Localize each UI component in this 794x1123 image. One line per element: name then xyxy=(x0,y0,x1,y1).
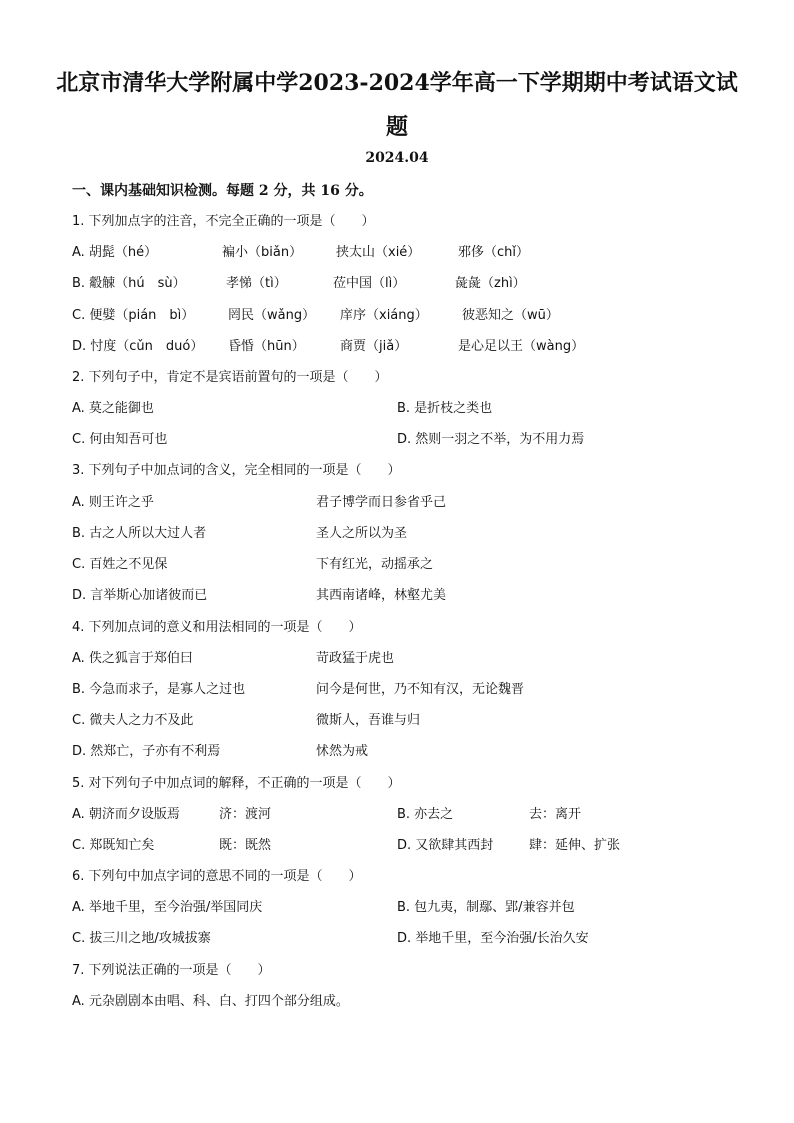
option-pair: 问今是何世，乃不知有汉，无论魏晋 xyxy=(316,682,525,697)
question-stem: 6. 下列句中加点字词的意思不同的一项是（ ） xyxy=(72,869,362,884)
option-c: C. 何由知吾可也 xyxy=(72,432,168,447)
option-d: D. 然则一羽之不举，为不用力焉 xyxy=(397,432,585,447)
option-a: A. 佚之狐言于郑伯曰 xyxy=(72,651,193,666)
exam-title-line1: 北京市清华大学附属中学2023-2024学年高一下学期期中考试语文试 xyxy=(56,70,738,96)
option-pair: 君子博学而日参省乎己 xyxy=(316,495,447,510)
option-d: D. 又欲肆其西封 xyxy=(397,838,494,853)
exam-title-line2: 题 xyxy=(385,114,408,140)
question-stem: 7. 下列说法正确的一项是（ ） xyxy=(72,963,271,978)
option-explanation: 肆：延伸、扩张 xyxy=(529,838,621,853)
question-stem: 2. 下列句子中，肯定不是宾语前置句的一项是（ ） xyxy=(72,370,388,385)
option-b: B. 今急而求子，是寡人之过也 xyxy=(72,682,246,697)
section-heading: 一、课内基础知识检测。每题 2 分，共 16 分。 xyxy=(72,183,373,199)
option-pair: 圣人之所以为圣 xyxy=(316,526,408,541)
option-item: 罔民（wǎng） xyxy=(228,308,316,323)
option-item: 庠序（xiáng） xyxy=(340,308,428,323)
option-d: D. 举地千里，至今治强/长治久安 xyxy=(397,931,589,946)
option-item: 是心足以王（wàng） xyxy=(458,339,585,354)
option-pair: 怵然为戒 xyxy=(316,744,369,759)
option-a: A. 则王许之乎 xyxy=(72,495,154,510)
option-b: B. 古之人所以大过人者 xyxy=(72,526,207,541)
option-a: A. 莫之能御也 xyxy=(72,401,154,416)
option-item: 昏惛（hūn） xyxy=(228,339,305,354)
option-b: B. 包九夷，制鄢、郢/兼容并包 xyxy=(397,900,575,915)
option-explanation: 既：既然 xyxy=(219,838,272,853)
option-b: B. 亦去之 xyxy=(397,807,454,822)
option-c: C. 郑既知亡矣 xyxy=(72,838,155,853)
option-c: C. 便嬖（pián bì） xyxy=(72,308,195,323)
question-stem: 3. 下列句子中加点词的含义，完全相同的一项是（ ） xyxy=(72,463,401,478)
option-d: D. 言举斯心加诸彼而已 xyxy=(72,588,208,603)
option-a: A. 胡髭（hé） xyxy=(72,245,158,260)
option-b: B. 觳觫（hú sù） xyxy=(72,276,186,291)
exam-date: 2024.04 xyxy=(365,150,429,166)
option-a: A. 朝济而夕设版焉 xyxy=(72,807,180,822)
option-pair: 下有红光，动摇承之 xyxy=(316,557,434,572)
option-c: C. 拔三川之地/攻城拔寨 xyxy=(72,931,211,946)
option-c: C. 微夫人之力不及此 xyxy=(72,713,194,728)
option-d: D. 然郑亡，子亦有不利焉 xyxy=(72,744,221,759)
option-item: 挟太山（xié） xyxy=(336,245,421,260)
question-stem: 5. 对下列句子中加点词的解释，不正确的一项是（ ） xyxy=(72,776,401,791)
option-c: C. 百姓之不见保 xyxy=(72,557,168,572)
option-d: D. 忖度（cǔn duó） xyxy=(72,339,204,354)
option-explanation: 济：渡河 xyxy=(219,807,272,822)
option-item: 褊小（biǎn） xyxy=(222,245,303,260)
option-pair: 微斯人，吾谁与归 xyxy=(316,713,421,728)
option-a: A. 举地千里，至今治强/举国同庆 xyxy=(72,900,263,915)
option-b: B. 是折枝之类也 xyxy=(397,401,493,416)
option-item: 彘彘（zhì） xyxy=(455,276,526,291)
option-a: A. 元杂剧剧本由唱、科、白、打四个部分组成。 xyxy=(72,994,349,1009)
question-stem: 4. 下列加点词的意义和用法相同的一项是（ ） xyxy=(72,620,362,635)
option-item: 彼恶知之（wū） xyxy=(462,308,559,323)
option-item: 邪侈（chǐ） xyxy=(458,245,529,260)
option-pair: 苛政猛于虎也 xyxy=(316,651,395,666)
question-stem: 1. 下列加点字的注音，不完全正确的一项是（ ） xyxy=(72,214,375,229)
option-explanation: 去：离开 xyxy=(529,807,582,822)
option-pair: 其西南诸峰，林壑尤美 xyxy=(316,588,447,603)
option-item: 孝悌（tì） xyxy=(226,276,287,291)
option-item: 莅中国（lì） xyxy=(333,276,406,291)
option-item: 商贾（jiǎ） xyxy=(340,339,408,354)
